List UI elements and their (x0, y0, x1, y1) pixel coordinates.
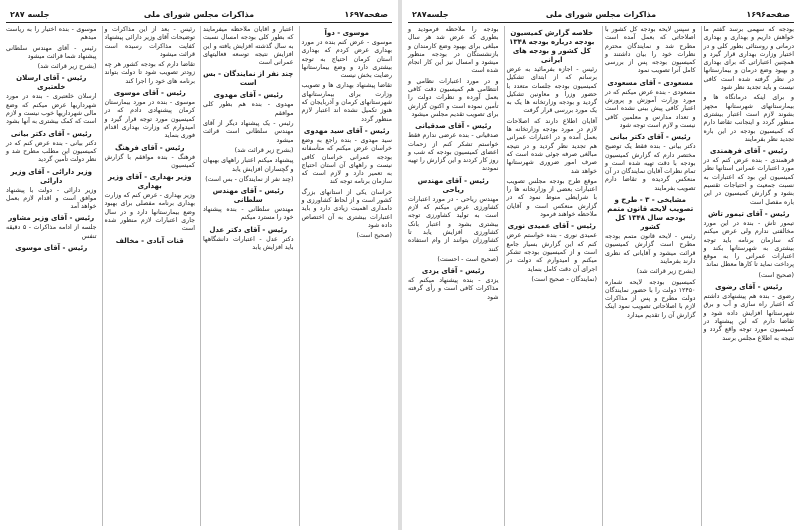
paragraph: و سپس لایحه بودجه کل کشور با اصلاحاتی که بعمل آمده است مطرح شد و نمایندگان محترم نظرات خود را بیان داشتند و کمیسیون بودجه پس از بررسی کامل آنرا تصویب نمود (605, 26, 696, 75)
paragraph: بودجه که سهمی برسد گفتم ما خواهش داریم و بهداری و بهداری درمانی و روستائی بطور کلی و در اختیار وزارت بهداری قرار گیرد و همچنین اعتباراتی که برای بهداری و بهبود وضع درمان و بیمارستانها در نظر گرفته شده است کافی نیست و باید تجدید نظر شود (703, 26, 794, 92)
running-title: مذاکرات مجلس شورای ملی (143, 10, 255, 19)
speaker-heading: رئیس - آقای دکتر بیانی (609, 133, 691, 142)
paragraph: وزیر دارائی - دولت با پیشنهاد موافق است و اقدام لازم بعمل خواهد آمد (6, 186, 97, 211)
speaker-heading: رئیس - آقای موسوی (15, 244, 88, 253)
paragraph: تقاضا دارم که بودجه کشور هر چه زودتر تصویب شود تا دولت بتواند برنامه های خود را اجرا کند (104, 61, 195, 85)
paragraph: ارسلان خلعتبری - بنده در مورد شهرداریها عرض میکنم که وضع مالی شهرداریها خوب نیست و لازم است که کمک بیشتری به آنها بشود (6, 93, 97, 126)
text-column (406, 26, 501, 526)
session-number: جلسه ۲۸۷ (10, 10, 50, 19)
speaker-heading: وزیر بهداری - آقای وزیر بهداری (107, 173, 192, 191)
text-column (504, 26, 600, 526)
paragraph: (صحیح است) (356, 232, 392, 240)
speaker-heading: رئیس - آقای دکتر عدل (209, 225, 288, 234)
speaker-heading: رئیس - آقای عمیدی نوری (507, 222, 596, 231)
paragraph: (بشرح زیر قرائت شد) (234, 146, 294, 154)
paragraph: رئیس - آقای مهندس سلطانی پیشنهاد شما قرائت میشود (6, 44, 97, 60)
paragraph: رئیس - یک پیشنهاد دیگر از آقای مهندس سلطانی است قرائت میشود (203, 120, 294, 144)
speaker-heading: رئیس - آقای دکتر بیانی (10, 129, 92, 138)
paragraph: کمیسیون بودجه لایحه شماره ۱۲۴۵۰ دولت را با حضور نمایندگان دولت مطرح و پس از مذاکرات لازم با اصلاحاتی تصویب نمود اینک گزارش آن را تقدیم میدارد (605, 278, 696, 319)
paragraph: (نمایندگان - صحیح است) (531, 275, 597, 283)
page-header (408, 10, 794, 23)
speaker-heading: رئیس - آقای یزدی (421, 267, 485, 276)
speaker-heading: مشایخی - ۳ - طرح و تصویب لایحه قانون متمم بودجه سال ۱۳۴۸ کل کشور (607, 196, 694, 232)
text-column (4, 26, 99, 526)
paragraph: دکتر بیانی - بنده عرض کنم که در کمیسیون این مطلب مطرح شد و نظر دولت تأمین گردید (6, 139, 97, 164)
speaker-heading: رئیس - آقای مهندس سلطانی (212, 187, 284, 205)
page-gutter (398, 0, 402, 530)
paragraph: (صحیح است) (758, 271, 794, 279)
paragraph: یزدی - بنده پیشنهاد میکنم که مذاکرات کافی است و رأی گرفته شود (408, 277, 499, 301)
paragraph: مهدوی - بنده هم بطور کلی موافقم (203, 101, 294, 117)
paragraph: (بشرح زیر قرائت شد) (636, 268, 696, 276)
paragraph: تقاضا پیشنهاد بهداری ها و تصویب وزارت برای بیمارستانهای شهرستانهای کرمان و آذربایجان که هنوز تکمیل نشده اند اعتبار لازم منظور گردد (301, 82, 392, 123)
speaker-heading: وزیر دارائی - آقای وزیر دارائی (10, 167, 93, 185)
paragraph: وزیر بهداری - عرض کنم که وزارت بهداری برنامه مفصلی برای بهبود وضع بیمارستانها دارد و در سال جاری اعتبارات لازم منظور شده است (104, 192, 195, 233)
paragraph: و در مورد اعتبارات نظامی و انتظامی هم کمیسیون دقت کافی بعمل آورده و نظرات دولت را تأمین نموده است و اکنون گزارش برای تصویب تقدیم مجلس میشود (408, 77, 499, 118)
paragraph: رئیس - اجازه بفرمائید به عرض برسانم که از ابتدای تشکیل کمیسیون بودجه جلسات متعدد با حضور وزرا و معاونین تشکیل گردید و بودجه وزارتخانه ها یک به یک مورد بررسی قرار گرفت (506, 66, 597, 115)
page-number: صفحه۱۶۹۶ (746, 10, 790, 19)
speaker-heading: رئیس - آقای مهندس ریاحی (417, 176, 489, 194)
speaker-heading: رئیس - آقای تیمور تاش (707, 209, 790, 218)
speaker-heading: خلاصه گزارش کمیسیون بودجه درباره بودجه ۱۳۴۸ کل کشور و بودجه های ایرانی (509, 29, 595, 64)
paragraph: موسوی - بنده در مورد بیمارستان کرمان پیشنهادی دادم که در کمیسیون مورد توجه قرار گیرد و امیدوارم که وزارت بهداری اقدام فوری بنماید (104, 99, 195, 140)
paragraph: (صحیح است - احسنت) (437, 255, 499, 263)
text-column (299, 26, 395, 526)
speaker-heading: رئیس - آقای فرهمندی (710, 147, 788, 156)
paragraph: (بشرح زیر قرائت شد) (37, 63, 97, 71)
text-column (701, 26, 797, 526)
speaker-heading: موسوی - دوآ (324, 29, 370, 37)
running-title: مذاکرات مجلس شورای ملی (545, 10, 657, 19)
paragraph: جلسه از ادامه مذاکرات - ۵ دقیقه تنفس (6, 224, 97, 240)
text-columns (406, 26, 796, 526)
paragraph: موسوی - عرض کنم بنده در مورد بهداری عرض کردم که بهداری استان کرمان احتیاج به توجه بیشتری دارد و وضع بیمارستانها رضایت بخش نیست (301, 39, 392, 80)
page-header (6, 10, 392, 23)
speaker-heading: چند نفر از نمایندگان - بس است (203, 70, 294, 88)
session-number: جلسه۲۸۷ (412, 10, 449, 19)
speaker-heading: رئیس - آقای مهدوی (213, 91, 283, 100)
speaker-heading: رئیس - آقای موسوی (113, 89, 186, 98)
text-column (102, 26, 198, 526)
paragraph: اعتبار و آقایان ملاحظه میفرمایند که بطور کلی بودجه امسال نسبت به سال گذشته افزایش یافته و این افزایش نتیجه توسعه فعالیتهای عمرانی است (203, 26, 294, 67)
paragraph: و برای اینکه درمانگاه ها و بیمارستانهای شهرستانها مجهز بشوند لازم است اعتبار بیشتری منظور گردد و اینجانب تقاضا دارم که کمیسیون بودجه در این باره تجدید نظر بفرمایند (703, 94, 794, 143)
paragraph: پیشنهاد میکنم اعتبار راههای بهبهان و گچساران افزایش یابد (203, 157, 294, 173)
paragraph: سید مهدوی - بنده راجع به وضع خراسان عرض میکنم که متأسفانه بودجه عمرانی خراسان کافی نیست و راههای آن استان احتیاج به تعمیر دارد و لازم است که سازمان برنامه توجه کند (301, 136, 392, 186)
speaker-heading: رئیس - آقای فرهنگ (115, 143, 185, 152)
paragraph: عمیدی نوری - بنده خواستم عرض کنم که این گزارش بسیار جامع است و از کمیسیون بودجه تشکر میکنم و امیدوارم که دولت در اجرای آن دقت کامل بنماید (506, 232, 597, 273)
speaker-heading: رئیس - آقای صدقیانی (415, 122, 492, 131)
paragraph: دکتر عدل - اعتبارات دانشگاهها باید افزایش یابد (203, 235, 294, 252)
paragraph: فرهمندی - بنده عرض کنم که در مورد اعتبارات عمرانی استانها نظر کمیسیون این بود که اعتبارات به نسبت جمعیت و احتیاجات تقسیم بشود و گزارش کمیسیون در این باره مفصل است (703, 157, 794, 206)
paragraph: موسوی - بنده اختیار را به ریاست میدهم (6, 26, 97, 42)
paragraph: دکتر بیانی - بنده فقط یک توضیح مختصر دارم که گزارش کمیسیون بودجه با دقت تهیه شده است و تمام نظرات آقایان نمایندگان در آن منعکس گردیده و تقاضا دارم تصویب بفرمایند (605, 143, 696, 192)
text-columns (4, 26, 394, 526)
paragraph: مهندس سلطانی - بنده پیشنهاد خود را مسترد میکنم (203, 206, 294, 222)
paragraph: مسعودی - بنده عرض میکنم که در مورد وزارت آموزش و پرورش اعتبار کافی پیش بینی نشده است و تعداد مدارس و معلمین کافی نیست و لازم است توجه شود (605, 88, 696, 129)
paragraph: رئیس - لایحه قانون متمم بودجه مطرح است گزارش کمیسیون قرائت میشود و آقایانی که نظری دارند بفرمایند (605, 233, 696, 265)
paragraph: (چند نفر از نمایندگان - بس است) (205, 175, 294, 183)
paragraph: موقع طرح بودجه مجلس تصویب اعتبارات بعضی از وزارتخانه ها را با شرایطی منوط نمود که در گزارش منعکس است و آقایان ملاحظه خواهند فرمود (506, 177, 597, 219)
paragraph: آقایان اطلاع دارند که اصلاحات لازم در مورد بودجه وزارتخانه ها بعمل آمده و در اعتبارات عمرانی هم تجدید نظر گردید و در نتیجه مبالغی صرفه جوئی شده است که صرف امور ضروری شهرستانها خواهد شد (506, 117, 597, 175)
speaker-heading: رئیس - آقای ارسلان خلعتبری (16, 74, 87, 92)
text-column (602, 26, 698, 526)
speaker-heading: رئیس - آقای وزیر مشاور (8, 214, 95, 223)
speaker-heading: رئیس - آقای رضوی (715, 283, 783, 292)
paragraph: فرهنگ - بنده موافقم با گزارش کمیسیون (104, 153, 195, 169)
right-page (402, 0, 800, 530)
paragraph: رضوی - بنده هم پیشنهادی داشتم که اعتبار راه سازی و آب و برق شهرستانها افزایش داده شود و تقاضا دارم که این پیشنهاد در کمیسیون مورد توجه واقع گردد و نتیجه به اطلاع مجلس برسد (703, 293, 794, 342)
paragraph: خراسان یکی از استانهای بزرگ کشور است و از لحاظ کشاورزی و دامداری اهمیت زیادی دارد و باید اعتبارات بیشتری به آن اختصاص داده شود (301, 188, 392, 229)
page-number: صفحه۱۶۹۷ (344, 10, 388, 19)
speaker-heading: رئیس - آقای سید مهدوی (303, 126, 390, 135)
paragraph: رئیس - بعد از این مذاکرات و توضیحات آقای وزیر دارائی پیشنهاد کفایت مذاکرات رسیده است قرائت میشود (104, 26, 195, 58)
paragraph: بودجه را ملاحظه فرمودید و بطوری که عرض شد هر سال مبلغی برای بهبود وضع کارمندان و بازنشستگان در بودجه منظور میشود و امسال نیز این کار انجام شده است (408, 26, 499, 75)
paragraph: صدقیانی - بنده عرضی ندارم فقط خواستم تشکر کنم از زحمات اعضای کمیسیون بودجه که شب و روز کار کردند و این گزارش را تهیه نمودند (408, 132, 499, 173)
speaker-heading: مسعودی - آقای مسعودی (607, 78, 694, 87)
paragraph: تیمور تاش - بنده در این مورد مخالفتی ندارم ولی عرض میکنم که سازمان برنامه باید توجه بیشتری به شهرستانها بکند و اعتبارات عمرانی را به موقع پرداخت نماید تا کارها معطل نماند (703, 219, 794, 269)
left-page (0, 0, 398, 530)
speaker-heading: قنات آبادی - مخالف (115, 236, 184, 245)
paragraph: مهندس ریاحی - در مورد اعتبارات کشاورزی عرض میکنم که لازم است به تولید کشاورزی توجه بیشتری بشود و اعتبار بانک کشاورزی افزایش یابد تا کشاورزان بتوانند از وام استفاده کنند (408, 195, 499, 253)
text-column (200, 26, 296, 526)
